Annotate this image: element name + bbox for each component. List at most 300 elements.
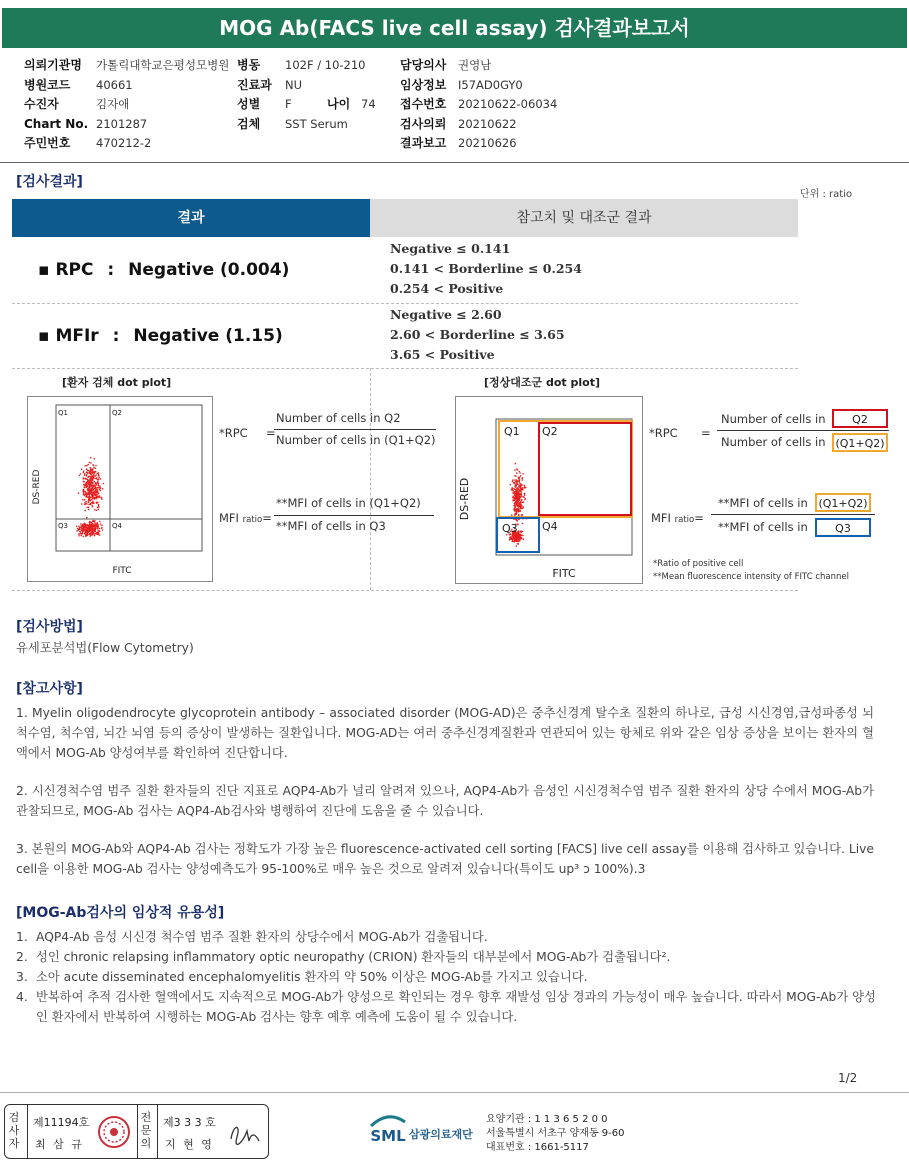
scatter-dot [101, 497, 103, 499]
control-plot-svg [456, 397, 642, 583]
scatter-dot [91, 488, 93, 490]
scatter-dot [83, 489, 85, 491]
result-column-header: 결과 [12, 199, 370, 237]
control-dot-plot [455, 396, 643, 584]
scatter-dot [524, 493, 526, 495]
header-row-request-date [400, 115, 557, 135]
scatter-dot [95, 528, 97, 530]
scatter-dot [82, 499, 84, 501]
note-paragraph: 3. 본원의 MOG-Ab와 AQP4-Ab 검사는 정확도가 가장 높은 fluorescence-activated cell sorting [FACS] live cell assay를 이용해 검사하고 있습니다. Live cell을 이용한 MOG-Ab 검사는 양성예측도가 95-100%로 매우 높은 것으로 알려져 있습니다(특이도 up³ ɔ 100%).3 [16, 842, 874, 876]
mfi-numerator: **MFI of cells in [718, 496, 808, 510]
scatter-dot [94, 475, 96, 477]
signature-box [4, 1104, 269, 1159]
signer-1: 최 삼 규 [35, 1138, 84, 1151]
address-line: 서울특별시 서초구 양재동 9-60 [486, 1128, 625, 1139]
separator: : [107, 260, 115, 280]
scatter-dot [80, 532, 82, 534]
scatter-dot [98, 487, 100, 489]
scatter-dot [519, 471, 521, 473]
scatter-dot [97, 491, 99, 493]
scatter-dot [516, 498, 518, 500]
divider [27, 1105, 28, 1158]
header-row-patient [24, 95, 229, 115]
mfir-reference [390, 305, 565, 365]
scatter-dot [519, 490, 521, 492]
footnote-mfi: **Mean fluorescence intensity of FITC channel [653, 572, 849, 582]
scatter-dot [89, 485, 91, 487]
scatter-dot [79, 531, 81, 533]
scatter-dot [102, 488, 104, 490]
scatter-dot [100, 490, 102, 492]
header-value: 20210626 [458, 136, 517, 150]
scatter-dot [515, 475, 517, 477]
patient-plot-caption: [환자 검체 dot plot] [62, 376, 172, 389]
rpc-numerator: Number of cells in [721, 412, 826, 426]
scatter-dot [520, 487, 522, 489]
list-item: 4. 반복하여 추적 검사한 혈액에서도 지속적으로 MOG-Ab가 양성으로 확인되는 경우 향후 재발성 임상 경과의 가능성이 매우 높습니다. 따라서 MOG-Ab가 양성인 환자에서 반복하여 시행하는 MOG-Ab 검사는 향후 예후 예측에 도움이 될 수 있습니다. [16, 987, 876, 1027]
scatter-dot [518, 511, 520, 513]
method-heading: [검사방법] [16, 619, 83, 635]
scatter-dot [522, 535, 524, 537]
signature-icon [227, 1119, 263, 1147]
scatter-dot [96, 524, 98, 526]
header-label: 성별 [237, 97, 261, 111]
quadrant-label: Q2 [112, 409, 122, 417]
mfi-denominator: **MFI of cells in Q3 [276, 519, 386, 533]
scatter-dot [99, 485, 101, 487]
scatter-dot [79, 529, 81, 531]
logo-text: SML [370, 1127, 406, 1144]
mfir-value: Negative (1.15) [133, 326, 283, 346]
scatter-dot [85, 534, 87, 536]
scatter-dot [523, 506, 525, 508]
scatter-dot [522, 502, 524, 504]
scatter-dot [86, 484, 88, 486]
scatter-dot [511, 538, 513, 540]
scatter-dot [524, 499, 526, 501]
inspector-vertical-label [8, 1111, 20, 1150]
scatter-dot [96, 477, 98, 479]
scatter-dot [519, 534, 521, 536]
header-row-resident-no [24, 134, 229, 154]
q1q2-box-label: (Q1+Q2) [832, 433, 888, 452]
scatter-dot [522, 489, 524, 491]
scatter-dot [84, 494, 86, 496]
scatter-dot [91, 471, 93, 473]
specialist-vertical-label [140, 1111, 152, 1150]
scatter-dot [98, 505, 100, 507]
scatter-dot [83, 477, 85, 479]
scatter-dot [509, 539, 511, 541]
header-value: 권영남 [458, 58, 492, 72]
mfi-numerator: **MFI of cells in (Q1+Q2) [276, 496, 421, 510]
scatter-dot [81, 527, 83, 529]
scatter-dot [92, 506, 94, 508]
scatter-dot [514, 511, 516, 513]
list-item: 2. 성인 chronic relapsing inflammatory optic neuropathy (CRION) 환자들의 대부분에서 MOG-Ab가 검출됩니다². [16, 947, 876, 967]
quadrant-label: Q1 [58, 409, 68, 417]
scatter-dot [97, 479, 99, 481]
reference-line: Negative ≤ 0.141 [390, 241, 511, 256]
scatter-dot [78, 533, 80, 535]
utility-list [16, 927, 876, 1027]
address-line: 요양기관 : 1 1 3 6 5 2 0 0 [486, 1114, 608, 1125]
page-number: 1/2 [838, 1071, 858, 1085]
scatter-dot [99, 534, 101, 536]
scatter-dot [92, 496, 94, 498]
scatter-dot [98, 474, 100, 476]
scatter-dot [98, 477, 100, 479]
row-divider [12, 303, 798, 304]
scatter-dot [90, 522, 92, 524]
scatter-dot [92, 477, 94, 479]
rpc-label: *RPC [219, 426, 248, 440]
scatter-dot [85, 478, 87, 480]
scatter-dot [77, 528, 79, 530]
scatter-dot [83, 524, 85, 526]
scatter-dot [522, 523, 524, 525]
q3-box-label: Q3 [815, 518, 871, 537]
scatter-dot [87, 464, 89, 466]
bullet: ▪ [38, 260, 50, 280]
rpc-denominator: Number of cells in (Q1+Q2) [276, 433, 436, 447]
plot-bottom-divider [12, 590, 798, 591]
scatter-dot [516, 472, 518, 474]
scatter-dot [91, 485, 93, 487]
scatter-dot [83, 484, 85, 486]
scatter-dot [93, 533, 95, 535]
mfi-text: MFI [219, 511, 239, 525]
scatter-dot [519, 472, 521, 474]
scatter-dot [86, 503, 88, 505]
scatter-dot [90, 504, 92, 506]
scatter-dot [89, 467, 91, 469]
scatter-dot [511, 489, 513, 491]
header-label: 결과보고 [400, 136, 447, 150]
scatter-dot [515, 497, 517, 499]
scatter-dot [516, 538, 518, 540]
equals-sign: = [266, 426, 276, 440]
scatter-dot [85, 527, 87, 529]
patient-dot-plot [27, 396, 213, 582]
scatter-dot [94, 498, 96, 500]
rpc-name: RPC [55, 260, 94, 280]
y-axis-label: DS-RED [32, 469, 42, 505]
scatter-dot [93, 488, 95, 490]
scatter-dot [80, 523, 82, 525]
scatter-dot [79, 527, 81, 529]
method-text: 유세포분석법(Flow Cytometry) [16, 641, 194, 655]
scatter-dot [88, 507, 90, 509]
mfi-text: MFI [651, 511, 671, 525]
scatter-dot [520, 531, 522, 533]
scatter-dot [84, 510, 86, 512]
header-value: 20210622-06034 [458, 97, 558, 111]
scatter-dot [511, 514, 513, 516]
scatter-dot [518, 535, 520, 537]
scatter-dot [83, 492, 85, 494]
header-label: 나이 [327, 97, 351, 111]
scatter-dot [515, 506, 517, 508]
scatter-dot [524, 494, 526, 496]
scatter-dot [101, 527, 103, 529]
header-value: 102F / 10-210 [285, 58, 366, 72]
mfi-label [219, 511, 272, 525]
scatter-dot [94, 526, 96, 528]
scatter-dot [89, 481, 91, 483]
scatter-dot [84, 465, 86, 467]
y-axis-label: DS-RED [458, 477, 471, 521]
scatter-dot [513, 488, 515, 490]
quadrant-label: Q1 [504, 425, 520, 438]
scatter-dot [93, 467, 95, 469]
scatter-dot [513, 482, 515, 484]
scatter-dot [516, 482, 518, 484]
scatter-dot [88, 509, 90, 511]
scatter-dot [91, 473, 93, 475]
list-item: 1. AQP4-Ab 음성 시신경 척수염 범주 질환 환자의 상당수에서 MOG-Ab가 검출됩니다. [16, 927, 876, 947]
scatter-dot [87, 489, 89, 491]
scatter-dot [76, 526, 78, 528]
scatter-dot [87, 472, 89, 474]
scatter-dot [90, 462, 92, 464]
scatter-dot [521, 508, 523, 510]
list-item: 3. 소아 acute disseminated encephalomyelitis 환자의 약 50% 이상은 MOG-Ab를 가지고 있습니다. [16, 967, 876, 987]
scatter-dot [85, 491, 87, 493]
scatter-dot [94, 535, 96, 537]
scatter-dot [86, 465, 88, 467]
header-row-institution [24, 56, 229, 76]
scatter-dot [519, 476, 521, 478]
scatter-dot [523, 496, 525, 498]
scatter-dot [97, 523, 99, 525]
scatter-dot [513, 509, 515, 511]
scatter-dot [514, 479, 516, 481]
header-row-department [237, 76, 376, 96]
report-title: MOG Ab(FACS live cell assay) 검사결과보고서 [2, 8, 907, 48]
scatter-dot [89, 531, 91, 533]
x-axis-label: FITC [552, 567, 576, 580]
header-label: 검체 [237, 116, 261, 131]
address-line: 대표번호 : 1661-5117 [486, 1142, 589, 1153]
notes-heading: [참고사항] [16, 681, 83, 697]
header-value: 가톨릭대학교은평성모병원 [96, 58, 230, 72]
header-label: 병원코드 [24, 77, 71, 92]
rpc-result [38, 260, 289, 280]
footnote-rpc: *Ratio of positive cell [653, 559, 744, 569]
scatter-dot [93, 528, 95, 530]
scatter-dot [91, 492, 93, 494]
header-row-doctor [400, 56, 557, 76]
divider [137, 1105, 138, 1158]
control-plot-caption: [정상대조군 dot plot] [484, 376, 600, 389]
sml-logo-icon [367, 1112, 409, 1144]
header-label: 의뢰기관명 [24, 58, 82, 72]
scatter-dot [98, 493, 100, 495]
scatter-dot [87, 531, 89, 533]
header-value: 20210622 [458, 116, 517, 131]
scatter-dot [517, 510, 519, 512]
scatter-dot [517, 493, 519, 495]
scatter-dot [512, 497, 514, 499]
scatter-dot [524, 487, 526, 489]
scatter-dot [92, 482, 94, 484]
scatter-dot [95, 533, 97, 535]
scatter-dot [81, 533, 83, 535]
scatter-dot [92, 533, 94, 535]
scatter-dot [91, 505, 93, 507]
scatter-dot [85, 536, 87, 538]
reference-line: 2.60 < Borderline ≤ 3.65 [390, 327, 565, 342]
reference-line: Negative ≤ 2.60 [390, 307, 502, 322]
scatter-dot [513, 505, 515, 507]
scatter-dot [520, 494, 522, 496]
scatter-dot [90, 533, 92, 535]
scatter-dot [80, 473, 82, 475]
header-label: 진료과 [237, 77, 272, 92]
scatter-dot [517, 488, 519, 490]
q1q2-box-label: (Q1+Q2) [815, 493, 871, 512]
note-paragraph: 2. 시신경척수염 범주 질환 환자들의 진단 지표로 AQP4-Ab가 널리 알려져 있으나, AQP4-Ab가 음성인 시신경척수염 범주 질환 환자의 상당 수에서 MOG-Ab가 관찰되므로, MOG-Ab 검사는 AQP4-Ab검사와 병행하여 진단에 도움을 줄 수 있습니다. [16, 784, 874, 818]
scatter-dot [93, 474, 95, 476]
scatter-dot [515, 484, 517, 486]
scatter-dot [88, 496, 90, 498]
equals-sign: = [262, 511, 272, 525]
scatter-dot [97, 487, 99, 489]
scatter-dot [92, 503, 94, 505]
scatter-dot [98, 509, 100, 511]
divider [157, 1105, 158, 1158]
scatter-dot [95, 531, 97, 533]
list-item-text: 성인 chronic relapsing inflammatory optic neuropathy (CRION) 환자들의 대부분에서 MOG-Ab가 검출됩니다². [36, 950, 671, 964]
scatter-dot [97, 496, 99, 498]
scatter-dot [88, 479, 90, 481]
scatter-dot [92, 470, 94, 472]
scatter-dot [92, 489, 94, 491]
scatter-dot [518, 539, 520, 541]
scatter-dot [512, 479, 514, 481]
scatter-dot [514, 502, 516, 504]
header-label: 병동 [237, 58, 261, 72]
scatter-dot [88, 470, 90, 472]
scatter-dot [79, 475, 81, 477]
separator: : [112, 326, 120, 346]
header-row-specimen [237, 115, 376, 135]
list-item-text: 반복하여 추적 검사한 혈액에서도 지속적으로 MOG-Ab가 양성으로 확인되는 경우 향후 재발성 임상 경과의 가능성이 매우 높습니다. 따라서 MOG-Ab가 양성인 환자에서 반복하여 시행하는 MOG-Ab 검사는 향후 예후 예측에 도움이 될 수 있습니다. [36, 990, 876, 1024]
vchar: 의 [140, 1137, 152, 1150]
scatter-dot [84, 474, 86, 476]
scatter-dot [521, 499, 523, 501]
unit-label: 단위 : ratio [800, 189, 853, 200]
scatter-dot [81, 468, 83, 470]
row-divider [12, 368, 798, 369]
fraction-line [274, 515, 434, 516]
mfi-denominator: **MFI of cells in [718, 520, 808, 534]
rpc-value: Negative (0.004) [128, 260, 290, 280]
scatter-dot [88, 494, 90, 496]
bullet: ▪ [38, 326, 50, 346]
scatter-dot [89, 491, 91, 493]
scatter-dot [99, 521, 101, 523]
scatter-dot [90, 457, 92, 459]
scatter-dot [76, 530, 78, 532]
header-col-2 [237, 56, 376, 134]
scatter-dot [98, 484, 100, 486]
signer-2: 지 현 영 [165, 1138, 214, 1151]
header-value: 74 [361, 97, 376, 111]
scatter-dot [519, 497, 521, 499]
scatter-dot [81, 529, 83, 531]
scatter-dot [520, 537, 522, 539]
scatter-dot [98, 475, 100, 477]
vchar: 문 [140, 1124, 152, 1137]
x-axis-label: FITC [112, 566, 132, 576]
scatter-dot [512, 499, 514, 501]
scatter-dot [82, 531, 84, 533]
scatter-dot [518, 502, 520, 504]
rpc-numerator: Number of cells in Q2 [276, 411, 401, 425]
scatter-dot [515, 463, 517, 465]
scatter-dot [99, 497, 101, 499]
fraction-line [717, 430, 889, 431]
plot-divider [370, 368, 371, 590]
mfi-subscript: ratio [674, 515, 695, 525]
scatter-dot [92, 526, 94, 528]
patient-plot-svg [28, 397, 212, 581]
scatter-dot [89, 462, 91, 464]
mfi-label [651, 511, 704, 525]
scatter-dot [86, 475, 88, 477]
mfir-result [38, 326, 283, 346]
scatter-dot [92, 521, 94, 523]
scatter-dot [102, 529, 104, 531]
scatter-dot [86, 495, 88, 497]
scatter-dot [94, 478, 96, 480]
scatter-dot [86, 517, 88, 519]
scatter-dot [91, 494, 93, 496]
scatter-dot [96, 474, 98, 476]
header-label: 주민번호 [24, 136, 71, 150]
scatter-dot [520, 475, 522, 477]
quadrant-label: Q4 [542, 520, 558, 533]
header-label: 접수번호 [400, 97, 447, 111]
scatter-dot [521, 514, 523, 516]
scatter-dot [97, 525, 99, 527]
scatter-dot [97, 507, 99, 509]
scatter-dot [89, 525, 91, 527]
scatter-dot [522, 473, 524, 475]
scatter-dot [520, 506, 522, 508]
footer-divider [0, 1092, 909, 1093]
scatter-dot [514, 535, 516, 537]
scatter-dot [95, 468, 97, 470]
vchar: 검 [8, 1111, 20, 1124]
scatter-dot [514, 469, 516, 471]
license-2: 제3 3 3 호 [163, 1116, 216, 1129]
utility-heading: [MOG-Ab검사의 임상적 유용성] [16, 905, 225, 921]
header-value: 40661 [96, 77, 133, 92]
scatter-dot [523, 538, 525, 540]
scatter-dot [518, 480, 520, 482]
quadrant-label: Q3 [502, 522, 518, 535]
mfir-name: MFIr [55, 326, 99, 346]
scatter-dot [85, 529, 87, 531]
scatter-dot [510, 484, 512, 486]
org-address [486, 1113, 625, 1155]
scatter-dot [93, 492, 95, 494]
scatter-dot [88, 475, 90, 477]
scatter-dot [522, 531, 524, 533]
